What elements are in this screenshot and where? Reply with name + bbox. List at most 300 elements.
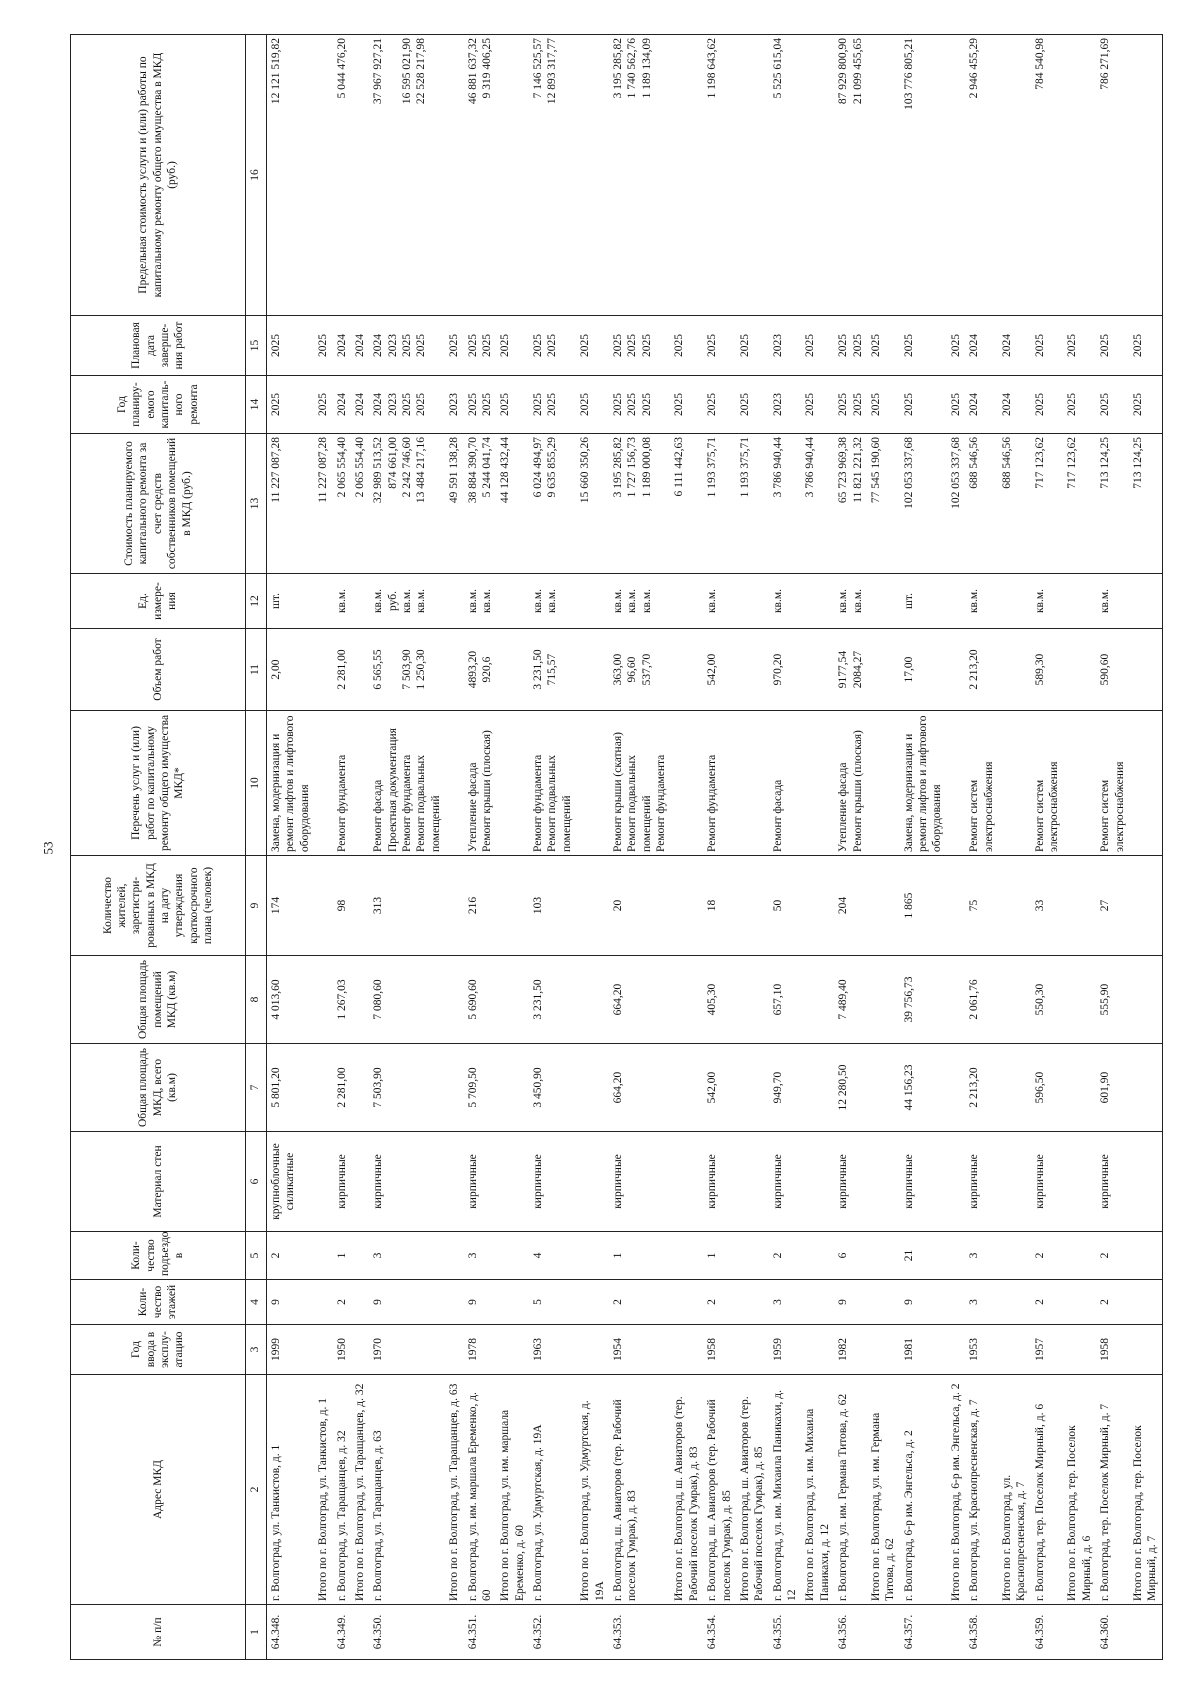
work-list-cell bbox=[867, 711, 900, 856]
max-cost-cell: 46 881 637,32 9 319 406,25 bbox=[464, 35, 497, 316]
repair-year-cell: 2023 bbox=[769, 376, 802, 434]
work-volume-cell: 4893,20 920,6 bbox=[464, 629, 497, 711]
repair-cost-cell: 38 884 390,70 5 244 041,74 bbox=[464, 434, 497, 574]
completion-date-cell: 2024 2023 2025 2025 bbox=[369, 316, 445, 376]
work-volume-cell bbox=[947, 629, 965, 711]
work-list-cell: Ремонт фундамента bbox=[333, 711, 351, 856]
unit-cell: шт. bbox=[267, 574, 315, 629]
total-area-cell: 542,00 bbox=[703, 1044, 736, 1132]
total-area-cell bbox=[867, 1044, 900, 1132]
address-cell: Итого по г. Волгоград, тер. Поселок Мирный, д. 7 bbox=[1129, 1375, 1162, 1605]
max-cost-cell: 103 776 805,21 bbox=[900, 35, 947, 316]
entrances-cell: 6 bbox=[834, 1232, 867, 1280]
header-cell: Общая площадь помещений МКД (кв.м) bbox=[71, 956, 246, 1044]
year-built-cell: 1999 bbox=[267, 1325, 315, 1375]
premises-area-cell bbox=[801, 956, 834, 1044]
total-area-cell: 949,70 bbox=[769, 1044, 802, 1132]
address-cell: Итого по г. Волгоград, ул. Таращанцев, д. 63 bbox=[445, 1375, 463, 1605]
table-row bbox=[965, 35, 998, 1660]
repair-cost-cell: 44 128 432,44 bbox=[496, 434, 529, 574]
table-row bbox=[369, 35, 445, 1660]
premises-area-cell: 2 061,76 bbox=[965, 956, 998, 1044]
wall-material-cell bbox=[670, 1132, 703, 1232]
entrances-cell: 1 bbox=[703, 1232, 736, 1280]
floors-cell: 5 bbox=[529, 1280, 576, 1325]
wall-material-cell bbox=[1063, 1132, 1096, 1232]
year-built-cell bbox=[801, 1325, 834, 1375]
unit-cell bbox=[351, 574, 369, 629]
total-area-cell bbox=[736, 1044, 769, 1132]
year-built-cell bbox=[736, 1325, 769, 1375]
column-number: 7 bbox=[246, 1044, 267, 1132]
subtotal-row bbox=[947, 35, 965, 1660]
repair-year-cell: 2024 bbox=[965, 376, 998, 434]
column-number: 14 bbox=[246, 376, 267, 434]
max-cost-cell bbox=[496, 35, 529, 316]
total-area-cell: 3 450,90 bbox=[529, 1044, 576, 1132]
max-cost-cell: 87 929 800,90 21 099 455,65 bbox=[834, 35, 867, 316]
total-area-cell: 596,50 bbox=[1031, 1044, 1064, 1132]
header-cell: Объем работ bbox=[71, 629, 246, 711]
year-built-cell: 1954 bbox=[609, 1325, 671, 1375]
wall-material-cell bbox=[576, 1132, 609, 1232]
work-list-cell bbox=[314, 711, 332, 856]
row-number-cell: 64.354. bbox=[703, 1605, 736, 1660]
repair-cost-cell: 3 786 940,44 bbox=[769, 434, 802, 574]
work-list-cell: Утепление фасада Ремонт крыши (плоская) bbox=[834, 711, 867, 856]
max-cost-cell bbox=[947, 35, 965, 316]
subtotal-row bbox=[445, 35, 463, 1660]
repair-year-cell: 2025 bbox=[1129, 376, 1162, 434]
work-list-cell bbox=[496, 711, 529, 856]
work-volume-cell bbox=[576, 629, 609, 711]
row-number-cell bbox=[445, 1605, 463, 1660]
total-area-cell: 601,90 bbox=[1096, 1044, 1129, 1132]
unit-cell: кв.м. кв.м. bbox=[464, 574, 497, 629]
residents-cell bbox=[867, 856, 900, 956]
max-cost-cell: 7 146 525,57 12 893 317,77 bbox=[529, 35, 576, 316]
total-area-cell bbox=[351, 1044, 369, 1132]
unit-cell bbox=[576, 574, 609, 629]
wall-material-cell: кирпичные bbox=[965, 1132, 998, 1232]
year-built-cell bbox=[947, 1325, 965, 1375]
floors-cell: 3 bbox=[965, 1280, 998, 1325]
year-built-cell bbox=[445, 1325, 463, 1375]
work-list-cell: Замена, модернизация и ремонт лифтов и лифтового оборудования bbox=[900, 711, 947, 856]
address-cell: г. Волгоград, ш. Авиаторов (тер. Рабочий поселок Гумрак), д. 85 bbox=[703, 1375, 736, 1605]
completion-date-cell: 2025 bbox=[445, 316, 463, 376]
work-list-cell: Утепление фасада Ремонт крыши (плоская) bbox=[464, 711, 497, 856]
repair-year-cell: 2025 2025 bbox=[834, 376, 867, 434]
wall-material-cell: кирпичные bbox=[609, 1132, 671, 1232]
premises-area-cell: 7 489,40 bbox=[834, 956, 867, 1044]
completion-date-cell: 2025 2025 bbox=[834, 316, 867, 376]
floors-cell bbox=[1129, 1280, 1162, 1325]
repair-cost-cell: 717 123,62 bbox=[1063, 434, 1096, 574]
year-built-cell bbox=[998, 1325, 1031, 1375]
total-area-cell bbox=[1129, 1044, 1162, 1132]
address-cell: Итого по г. Волгоград, ул. им. Германа Титова, д. 62 bbox=[867, 1375, 900, 1605]
row-number-cell bbox=[736, 1605, 769, 1660]
max-cost-cell: 786 271,69 bbox=[1096, 35, 1129, 316]
residents-cell: 33 bbox=[1031, 856, 1064, 956]
repair-year-cell: 2025 2025 bbox=[529, 376, 576, 434]
residents-cell bbox=[801, 856, 834, 956]
repair-year-cell: 2025 bbox=[496, 376, 529, 434]
address-cell: Итого по г. Волгоград, ул. Краснопресненская, д. 7 bbox=[998, 1375, 1031, 1605]
floors-cell: 2 bbox=[1096, 1280, 1129, 1325]
row-number-cell bbox=[1063, 1605, 1096, 1660]
table-body bbox=[267, 35, 1163, 1660]
repair-year-cell: 2025 bbox=[900, 376, 947, 434]
wall-material-cell bbox=[867, 1132, 900, 1232]
header-cell: Количество жителей, зарегистри-рованных в МКД на дату утверждения краткосрочного плана (человек) bbox=[71, 856, 246, 956]
address-cell: Итого по г. Волгоград, 6-р им. Энгельса, д. 2 bbox=[947, 1375, 965, 1605]
max-cost-cell bbox=[314, 35, 332, 316]
completion-date-cell: 2025 2025 2025 bbox=[609, 316, 671, 376]
residents-cell: 216 bbox=[464, 856, 497, 956]
header-cell: Адрес МКД bbox=[71, 1375, 246, 1605]
year-built-cell: 1958 bbox=[703, 1325, 736, 1375]
repair-cost-cell: 32 989 513,52 874 661,00 2 242 746,60 13 484 217,16 bbox=[369, 434, 445, 574]
residents-cell: 20 bbox=[609, 856, 671, 956]
unit-cell: кв.м. bbox=[703, 574, 736, 629]
table-row bbox=[267, 35, 315, 1660]
column-number: 2 bbox=[246, 1375, 267, 1605]
repair-year-cell: 2025 bbox=[1096, 376, 1129, 434]
row-number-cell: 64.355. bbox=[769, 1605, 802, 1660]
entrances-cell: 2 bbox=[1031, 1232, 1064, 1280]
work-list-cell: Ремонт систем электроснабжения bbox=[965, 711, 998, 856]
work-list-cell bbox=[998, 711, 1031, 856]
total-area-cell bbox=[445, 1044, 463, 1132]
address-cell: г. Волгоград, тер. Поселок Мирный, д. 6 bbox=[1031, 1375, 1064, 1605]
address-cell: Итого по г. Волгоград, ш. Авиаторов (тер. Рабочий поселок Гумрак), д. 85 bbox=[736, 1375, 769, 1605]
wall-material-cell bbox=[351, 1132, 369, 1232]
year-built-cell: 1953 bbox=[965, 1325, 998, 1375]
column-number: 4 bbox=[246, 1280, 267, 1325]
entrances-cell bbox=[736, 1232, 769, 1280]
entrances-cell: 2 bbox=[1096, 1232, 1129, 1280]
residents-cell bbox=[314, 856, 332, 956]
row-number-cell bbox=[351, 1605, 369, 1660]
max-cost-cell bbox=[576, 35, 609, 316]
repair-cost-cell: 3 195 285,82 1 727 156,73 1 189 000,08 bbox=[609, 434, 671, 574]
unit-cell bbox=[947, 574, 965, 629]
column-number: 9 bbox=[246, 856, 267, 956]
max-cost-cell bbox=[801, 35, 834, 316]
premises-area-cell bbox=[670, 956, 703, 1044]
work-volume-cell: 2 281,00 bbox=[333, 629, 351, 711]
premises-area-cell bbox=[496, 956, 529, 1044]
completion-date-cell: 2025 bbox=[1063, 316, 1096, 376]
max-cost-cell bbox=[1063, 35, 1096, 316]
table-row bbox=[464, 35, 497, 1660]
floors-cell: 2 bbox=[609, 1280, 671, 1325]
repair-cost-cell: 1 193 375,71 bbox=[736, 434, 769, 574]
floors-cell bbox=[998, 1280, 1031, 1325]
table-row bbox=[900, 35, 947, 1660]
total-area-cell bbox=[670, 1044, 703, 1132]
wall-material-cell: кирпичные bbox=[1096, 1132, 1129, 1232]
address-cell: Итого по г. Волгоград, ул. Танкистов, д. 1 bbox=[314, 1375, 332, 1605]
wall-material-cell: кирпичные bbox=[529, 1132, 576, 1232]
residents-cell: 174 bbox=[267, 856, 315, 956]
premises-area-cell bbox=[947, 956, 965, 1044]
row-number-cell: 64.352. bbox=[529, 1605, 576, 1660]
residents-cell bbox=[670, 856, 703, 956]
column-number: 11 bbox=[246, 629, 267, 711]
work-list-cell bbox=[576, 711, 609, 856]
repair-cost-cell: 717 123,62 bbox=[1031, 434, 1064, 574]
wall-material-cell bbox=[314, 1132, 332, 1232]
completion-date-cell: 2025 bbox=[576, 316, 609, 376]
row-number-cell: 64.350. bbox=[369, 1605, 445, 1660]
completion-date-cell: 2025 bbox=[801, 316, 834, 376]
column-number: 8 bbox=[246, 956, 267, 1044]
header-cell: Коли-чество подъездо в bbox=[71, 1232, 246, 1280]
address-cell: г. Волгоград, ул. Таращанцев, д. 63 bbox=[369, 1375, 445, 1605]
year-built-cell: 1963 bbox=[529, 1325, 576, 1375]
unit-cell: кв.м. кв.м. кв.м. bbox=[609, 574, 671, 629]
entrances-cell bbox=[998, 1232, 1031, 1280]
completion-date-cell: 2025 bbox=[703, 316, 736, 376]
max-cost-cell: 12 121 519,82 bbox=[267, 35, 315, 316]
max-cost-cell bbox=[998, 35, 1031, 316]
table-row bbox=[609, 35, 671, 1660]
row-number-cell bbox=[947, 1605, 965, 1660]
header-cell: Плановая дата заверше-ния работ bbox=[71, 316, 246, 376]
repair-year-cell: 2025 2025 2025 bbox=[609, 376, 671, 434]
column-number: 15 bbox=[246, 316, 267, 376]
repair-year-cell: 2023 bbox=[445, 376, 463, 434]
row-number-cell: 64.357. bbox=[900, 1605, 947, 1660]
wall-material-cell bbox=[998, 1132, 1031, 1232]
completion-date-cell: 2024 bbox=[351, 316, 369, 376]
work-volume-cell: 6 565,55 7 503,90 1 250,30 bbox=[369, 629, 445, 711]
repair-year-cell: 2025 bbox=[576, 376, 609, 434]
residents-cell bbox=[736, 856, 769, 956]
row-number-cell: 64.359. bbox=[1031, 1605, 1064, 1660]
repair-cost-cell: 688 546,56 bbox=[998, 434, 1031, 574]
subtotal-row bbox=[576, 35, 609, 1660]
wall-material-cell bbox=[445, 1132, 463, 1232]
completion-date-cell: 2025 bbox=[670, 316, 703, 376]
row-number-cell bbox=[314, 1605, 332, 1660]
repair-cost-cell: 713 124,25 bbox=[1129, 434, 1162, 574]
subtotal-row bbox=[1129, 35, 1162, 1660]
residents-cell: 98 bbox=[333, 856, 351, 956]
entrances-cell bbox=[867, 1232, 900, 1280]
repair-cost-cell: 11 227 087,28 bbox=[314, 434, 332, 574]
max-cost-cell: 784 540,98 bbox=[1031, 35, 1064, 316]
header-cell: Ед. измере-ния bbox=[71, 574, 246, 629]
work-volume-cell: 590,60 bbox=[1096, 629, 1129, 711]
entrances-cell: 4 bbox=[529, 1232, 576, 1280]
address-cell: г. Волгоград, ул. Танкистов, д. 1 bbox=[267, 1375, 315, 1605]
floors-cell: 9 bbox=[834, 1280, 867, 1325]
header-cell: Перечень услуг и (или) работ по капитальному ремонту общего имущества МКД* bbox=[71, 711, 246, 856]
max-cost-cell: 5 044 476,20 bbox=[333, 35, 351, 316]
header-cell: Материал стен bbox=[71, 1132, 246, 1232]
residents-cell bbox=[496, 856, 529, 956]
completion-date-cell: 2025 bbox=[314, 316, 332, 376]
address-cell: Итого по г. Волгоград, ул. им. маршала Еременко, д. 60 bbox=[496, 1375, 529, 1605]
table-row bbox=[333, 35, 351, 1660]
residents-cell: 50 bbox=[769, 856, 802, 956]
table-row bbox=[769, 35, 802, 1660]
unit-cell: кв.м. bbox=[1031, 574, 1064, 629]
completion-date-cell: 2025 bbox=[267, 316, 315, 376]
premises-area-cell bbox=[445, 956, 463, 1044]
subtotal-row bbox=[998, 35, 1031, 1660]
repair-year-cell: 2025 bbox=[267, 376, 315, 434]
unit-cell bbox=[670, 574, 703, 629]
row-number-cell: 64.349. bbox=[333, 1605, 351, 1660]
repair-year-cell: 2025 bbox=[1031, 376, 1064, 434]
premises-area-cell: 4 013,60 bbox=[267, 956, 315, 1044]
entrances-cell bbox=[576, 1232, 609, 1280]
repair-cost-cell: 713 124,25 bbox=[1096, 434, 1129, 574]
address-cell: Итого по г. Волгоград, ул. им. Михаила Паникахи, д. 12 bbox=[801, 1375, 834, 1605]
work-volume-cell bbox=[867, 629, 900, 711]
total-area-cell bbox=[1063, 1044, 1096, 1132]
entrances-cell bbox=[1063, 1232, 1096, 1280]
repair-cost-cell: 77 545 190,60 bbox=[867, 434, 900, 574]
premises-area-cell: 3 231,50 bbox=[529, 956, 576, 1044]
floors-cell: 9 bbox=[900, 1280, 947, 1325]
unit-cell: шт. bbox=[900, 574, 947, 629]
unit-cell bbox=[998, 574, 1031, 629]
address-cell: г. Волгоград, ул. Таращанцев, д. 32 bbox=[333, 1375, 351, 1605]
column-number: 12 bbox=[246, 574, 267, 629]
residents-cell: 103 bbox=[529, 856, 576, 956]
floors-cell bbox=[670, 1280, 703, 1325]
floors-cell bbox=[351, 1280, 369, 1325]
row-number-cell bbox=[576, 1605, 609, 1660]
premises-area-cell bbox=[867, 956, 900, 1044]
residents-cell: 204 bbox=[834, 856, 867, 956]
wall-material-cell: кирпичные bbox=[464, 1132, 497, 1232]
residents-cell bbox=[576, 856, 609, 956]
entrances-cell: 3 bbox=[965, 1232, 998, 1280]
max-cost-cell bbox=[736, 35, 769, 316]
repair-year-cell: 2025 bbox=[947, 376, 965, 434]
max-cost-cell bbox=[351, 35, 369, 316]
work-list-cell: Ремонт крыши (скатная) Ремонт подвальных помещений Ремонт фундамента bbox=[609, 711, 671, 856]
work-list-cell bbox=[670, 711, 703, 856]
premises-area-cell: 657,10 bbox=[769, 956, 802, 1044]
completion-date-cell: 2025 bbox=[867, 316, 900, 376]
completion-date-cell: 2025 bbox=[1031, 316, 1064, 376]
repair-year-cell: 2025 bbox=[1063, 376, 1096, 434]
residents-cell: 1 865 bbox=[900, 856, 947, 956]
column-number: 1 bbox=[246, 1605, 267, 1660]
repair-cost-cell: 15 660 350,26 bbox=[576, 434, 609, 574]
residents-cell bbox=[445, 856, 463, 956]
total-area-cell: 2 213,20 bbox=[965, 1044, 998, 1132]
year-built-cell: 1981 bbox=[900, 1325, 947, 1375]
work-volume-cell bbox=[445, 629, 463, 711]
completion-date-cell: 2024 bbox=[965, 316, 998, 376]
premises-area-cell: 555,90 bbox=[1096, 956, 1129, 1044]
work-list-cell bbox=[1063, 711, 1096, 856]
premises-area-cell bbox=[351, 956, 369, 1044]
year-built-cell: 1958 bbox=[1096, 1325, 1129, 1375]
address-cell: Итого по г. Волгоград, ш. Авиаторов (тер. Рабочий поселок Гумрак), д. 83 bbox=[670, 1375, 703, 1605]
entrances-cell bbox=[351, 1232, 369, 1280]
repair-year-cell: 2025 bbox=[736, 376, 769, 434]
row-number-cell bbox=[801, 1605, 834, 1660]
repair-cost-cell: 11 227 087,28 bbox=[267, 434, 315, 574]
repair-cost-cell: 6 111 442,63 bbox=[670, 434, 703, 574]
year-built-cell: 1957 bbox=[1031, 1325, 1064, 1375]
address-cell: г. Волгоград, ул. им. Михаила Паникахи, д. 12 bbox=[769, 1375, 802, 1605]
table-row bbox=[1096, 35, 1129, 1660]
repair-cost-cell: 102 053 337,68 bbox=[900, 434, 947, 574]
residents-cell bbox=[351, 856, 369, 956]
repair-cost-cell: 6 024 494,97 9 635 855,29 bbox=[529, 434, 576, 574]
floors-cell: 2 bbox=[703, 1280, 736, 1325]
residents-cell: 27 bbox=[1096, 856, 1129, 956]
repair-year-cell: 2025 bbox=[801, 376, 834, 434]
unit-cell bbox=[1063, 574, 1096, 629]
completion-date-cell: 2025 2025 bbox=[529, 316, 576, 376]
repair-year-cell: 2025 bbox=[670, 376, 703, 434]
max-cost-cell bbox=[1129, 35, 1162, 316]
row-number-cell bbox=[496, 1605, 529, 1660]
wall-material-cell: кирпичные bbox=[333, 1132, 351, 1232]
total-area-cell bbox=[496, 1044, 529, 1132]
entrances-cell bbox=[670, 1232, 703, 1280]
premises-area-cell bbox=[998, 956, 1031, 1044]
unit-cell: кв.м. кв.м. bbox=[834, 574, 867, 629]
total-area-cell bbox=[576, 1044, 609, 1132]
work-list-cell bbox=[801, 711, 834, 856]
unit-cell bbox=[1129, 574, 1162, 629]
wall-material-cell: кирпичные bbox=[834, 1132, 867, 1232]
residents-cell bbox=[947, 856, 965, 956]
work-volume-cell: 2 213,20 bbox=[965, 629, 998, 711]
row-number-cell bbox=[670, 1605, 703, 1660]
subtotal-row bbox=[801, 35, 834, 1660]
subtotal-row bbox=[670, 35, 703, 1660]
unit-cell bbox=[445, 574, 463, 629]
unit-cell: кв.м. bbox=[965, 574, 998, 629]
work-volume-cell bbox=[998, 629, 1031, 711]
residents-cell bbox=[998, 856, 1031, 956]
completion-date-cell: 2025 bbox=[736, 316, 769, 376]
row-number-cell: 64.348. bbox=[267, 1605, 315, 1660]
total-area-cell: 5 709,50 bbox=[464, 1044, 497, 1132]
work-list-cell bbox=[1129, 711, 1162, 856]
repair-cost-cell: 65 723 969,38 11 821 221,32 bbox=[834, 434, 867, 574]
work-volume-cell bbox=[314, 629, 332, 711]
completion-date-cell: 2025 bbox=[947, 316, 965, 376]
repair-year-cell: 2025 2025 bbox=[464, 376, 497, 434]
total-area-cell: 5 801,20 bbox=[267, 1044, 315, 1132]
residents-cell: 18 bbox=[703, 856, 736, 956]
repair-cost-cell: 1 193 375,71 bbox=[703, 434, 736, 574]
column-number: 10 bbox=[246, 711, 267, 856]
header-cell: № п/п bbox=[71, 1605, 246, 1660]
year-built-cell bbox=[1063, 1325, 1096, 1375]
entrances-cell bbox=[801, 1232, 834, 1280]
table-row bbox=[1031, 35, 1064, 1660]
row-number-cell: 64.358. bbox=[965, 1605, 998, 1660]
work-list-cell: Ремонт фасада bbox=[769, 711, 802, 856]
repair-year-cell: 2024 bbox=[998, 376, 1031, 434]
